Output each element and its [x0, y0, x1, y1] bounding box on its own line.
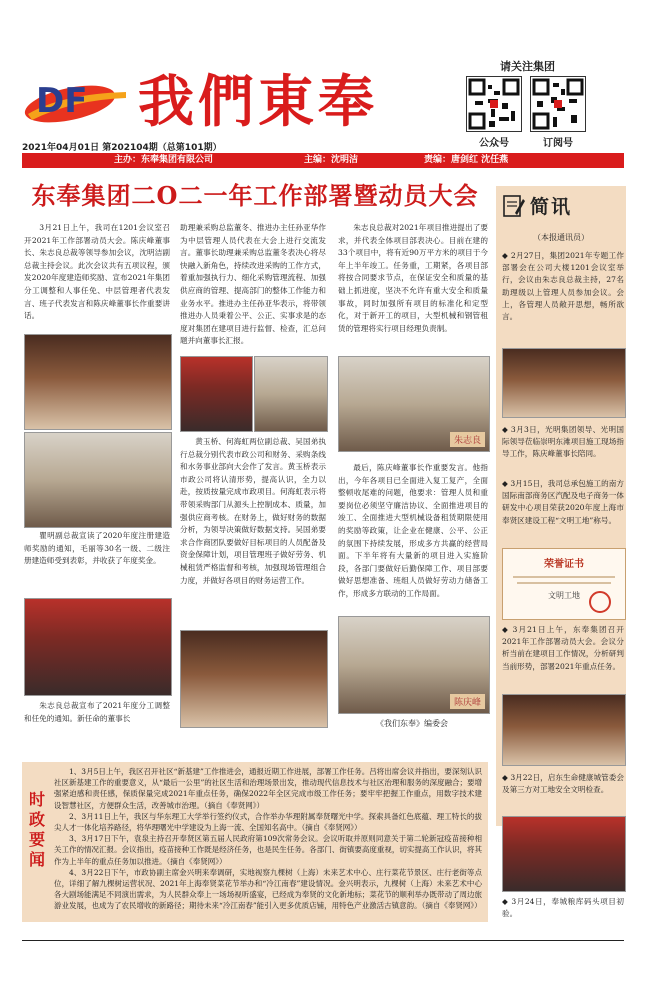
pencil-notepad-icon: [503, 193, 525, 219]
panel-speakers-photo: [180, 630, 328, 728]
article-paragraph: 黄玉桥、何海虹两位副总裁、吴国弟执行总裁分别代表市政公司和财务、采购条线和水务事业部向大会作了发言。黄玉桥表示市政公司将认清形势，提高认识，全力以赴，按质按量完成市政项目。何海虹表示将带领采购部门从源头上控制成本、质量，加强供应商考核。在财务上，做好财务的数据分析，为领导决策做好数据支持。吴国弟要求合作商团队要做好目标项目的人员配备及资金保障计划，项目管理班子做好劳务、机械租赁严格监督和考核，加强现场管理组合力度，并做好各项目的财务运营工作。: [180, 437, 326, 585]
responsible-editor-text: 责编：唐剑红 沈任燕: [424, 155, 509, 165]
certificate-title: 荣誉证书: [544, 559, 584, 570]
brief-meeting-photo: [502, 348, 626, 418]
article-paragraph: 瞿明副总裁宣读了2020年度注册建造师奖励的通知，毛丽等30名一级、二级注册建造师受到表彰，并收获了年度奖金。: [24, 531, 170, 566]
brief-item: ◆ 3月22日，启东生命健康城管委会及第三方对工地安全文明检查。: [502, 773, 624, 795]
zhu-zhiliang-photo: [338, 356, 490, 452]
meeting-hall-photo: [24, 334, 172, 430]
brief-item: ◆ 2月27日，集团2021年专题工作部署会在公司大楼1201会议室举行，会议由朱志良总裁主持，27名助理级以上管理人员参加会议。会上，各管理人员敞开思想，畅所欲言。: [502, 251, 624, 322]
audience-photo: [24, 432, 172, 528]
qr-code-subscription: [530, 76, 586, 132]
speaker-photo-left: [180, 356, 253, 432]
main-headline: 东奉集团二O二一年工作部署暨动员大会: [31, 181, 479, 210]
date-issue: 2021年04月01日 第202104期（总第101期）: [22, 143, 222, 153]
article-paragraph: 最后，陈庆峰董事长作重要发言。他指出，今年各项目已全面进入复工复产，全面整顿收尾难的问题，他要求：管理人员和重要岗位必须坚守廉洁协议、全面推进项目的竣工、全面推进大型机械设备租赁期限使用的奖励等政策，让企业在健康、公平、公正的氛围下持续发展，形成多方共赢的经营局面。下半年将有大量新的项目进入实施阶段，各部门要做好后勤保障工作、项目部要做好思想准备、班组人员做好劳动力储备工作，形成多方联动的工作局面。: [338, 463, 488, 598]
article-col2-mid: [180, 436, 326, 589]
politics-body: [54, 766, 482, 912]
photo-name-tag: 朱志良: [450, 432, 485, 447]
speaker-photo-right: [254, 356, 328, 432]
bottom-rule: [22, 940, 624, 941]
article-col2-top: [180, 222, 326, 350]
sponsor-text: 主办：东奉集团有限公司: [114, 155, 214, 165]
brief-item: ◆ 3月21日上午，东奉集团召开2021年工作部署动员大会。会议分析当前在建项目工作情况，分析研判当前形势，部署2021年重点任务。: [502, 625, 624, 671]
brief-item: ◆ 3月3日，光明集团领导、光明国际领导莅临崇明东滩项目施工现场指导工作，陈庆峰董事长陪同。: [502, 425, 624, 459]
qr2-label: 订阅号: [543, 138, 573, 149]
red-seal-icon: [589, 591, 611, 613]
politics-paragraph: 4、3月22日下午，市政协副主席金兴明来奉调研，实地视察九棵树（上海）未来艺术中心、庄行菜花节景区、庄行老街等点位，详细了解九棵树运营状况、2021年上海奉贤菜花节举办和“冷江南春”建设情况。金兴明表示，九棵树（上海）未来艺术中心各大剧场能满足不同演出需求，为人民群众奉上一场场视听盛宴，已经成为奉贤的文化新地标；菜花节的顺利举办既带动了周边旅游业发展，也成为了农民增收的新路径；期待未来“冷江南春”能引入更多优质店铺，用特色产业激活古镇意韵。（摘自《奉贤网》）: [54, 867, 482, 911]
df-logo: [22, 74, 132, 130]
brief-item: ◆ 3月15日，我司总承包施工的南方国际南部商务区汽配及电子商务一体研发中心项目荣获2020年度上海市奉贤区建设工程“文明工地”称号。: [502, 479, 624, 525]
sidebar-heading: 简讯: [530, 196, 573, 218]
photo-name-tag: 陈庆峰: [450, 694, 485, 709]
editorial-committee-caption: 《我们东奉》编委会: [376, 719, 448, 728]
sidebar-subheading: （本报通讯员）: [533, 233, 589, 242]
article-paragraph: 3月21日上午，我司在1201会议室召开2021年工作部署动员大会。陈庆峰董事长、朱志良总裁等领导参加会议，沈明洁副总裁主持会议。此次会议共有五项议程，颁发2020年度建造师奖励、宣布2021年集团分工调整和人事任免、中层管理者代表发言、班子代表发言和陈庆峰董事长作重要讲话。: [24, 223, 170, 321]
article-paragraph: 朱志良总裁宣布了2021年度分工调整和任免的通知。新任命的董事长: [24, 701, 170, 723]
article-col3-mid: [338, 462, 488, 603]
chief-editor-text: 主编：沈明洁: [304, 155, 359, 165]
award-group-photo: [24, 598, 172, 696]
qr1-label: 公众号: [479, 138, 509, 149]
brief-conference-photo: [502, 694, 626, 766]
politics-paragraph: 1、3月5日上午，我区召开社区“新基建”工作推进会，通报近期工作进展，部署工作任务。吕将出席会议并指出，要深刻认识社区新基建工作的重要意义，从“最后一公里”的社区生活和治理场景出发，推动现代信息技术与社区治理和服务的深度融合；要增强紧迫感和责任感，保质保量完成2021年重点任务，确保2022年全区完成市级工作任务；要牢牢把握工作重点，用数字技术建设智慧社区，方便群众生活，改善城市治理。（摘自《奉贤网》）: [54, 767, 482, 810]
masthead-red-bar: [22, 153, 624, 168]
certificate-line: 文明工地: [548, 591, 580, 600]
honor-certificate-image: [502, 548, 626, 620]
article-col1-mid: [24, 530, 170, 570]
chen-qingfeng-photo: [338, 616, 490, 714]
politics-title: 时政要闻: [28, 790, 45, 869]
brief-item: ◆ 3月24日，奉城粮库码头项目初验。: [502, 897, 624, 919]
article-paragraph: 朱志良总裁对2021年项目推进提出了要求，并代表全体项目部表决心。目前在建的33个项目中，将有近90万平方米的项目于今年上半年竣工。任务重，工期紧，各项目部将按合同要求节点，在保证安全和质量的基础上抓进度，坚决不允许有重大安全和质量事故，同时加强所有项目的标准化和定型化，对于新开工的项目，大型机械和钢管租赁的管理将实行项目经理负责制。: [338, 223, 488, 333]
article-col3-top: [338, 222, 488, 337]
masthead-title: 我們東奉: [138, 69, 378, 135]
follow-text: 请关注集团: [500, 60, 555, 73]
politics-paragraph: 3、3月17日下午，袁泉主持召开奉贤区第五届人民政府第109次常务会议。会议听取并原则同意关于第二轮新冠疫苗接种相关工作的情况汇报。会议指出，疫苗接种工作既是经济任务，也是民生任务。各部门、街镇要高度重视，切实提高工作认识，将其作为上半年的重点任务加以推进。（摘自《奉贤网》）: [54, 834, 482, 866]
article-col1-top: [24, 222, 170, 325]
logo-letters: DF: [36, 81, 88, 121]
article-paragraph: 助理兼采购总监董冬、推进办主任孙亚华作为中层管理人员代表在大会上进行交流发言。董事长助理兼采购总监董冬表决心将尽快融入新角色，持续改进采购的工作方式，着重加强执行力、细化采购管理流程、加强供应商的管理、提高部门的整体工作能力和业务水平。推进办主任孙亚华表示，将带领推进办人员秉着公平、公正、实事求是的态度对集团在建项目进行监督、检查，汇总问题并向董事长汇报。: [180, 223, 326, 346]
article-col1-bottom: [24, 700, 170, 727]
qr-code-official-account: [466, 76, 522, 132]
brief-inspection-photo: [502, 816, 626, 892]
politics-paragraph: 2、3月11日上午，我区与华东理工大学举行签约仪式，合作举办华理附属奉贤曙光中学。探索具备红色底蕴、理工特长的拔尖人才一体化培养路径，将华理曙光中学建设为上海一流、全国知名高中。（摘自《奉贤网》）: [54, 811, 482, 833]
